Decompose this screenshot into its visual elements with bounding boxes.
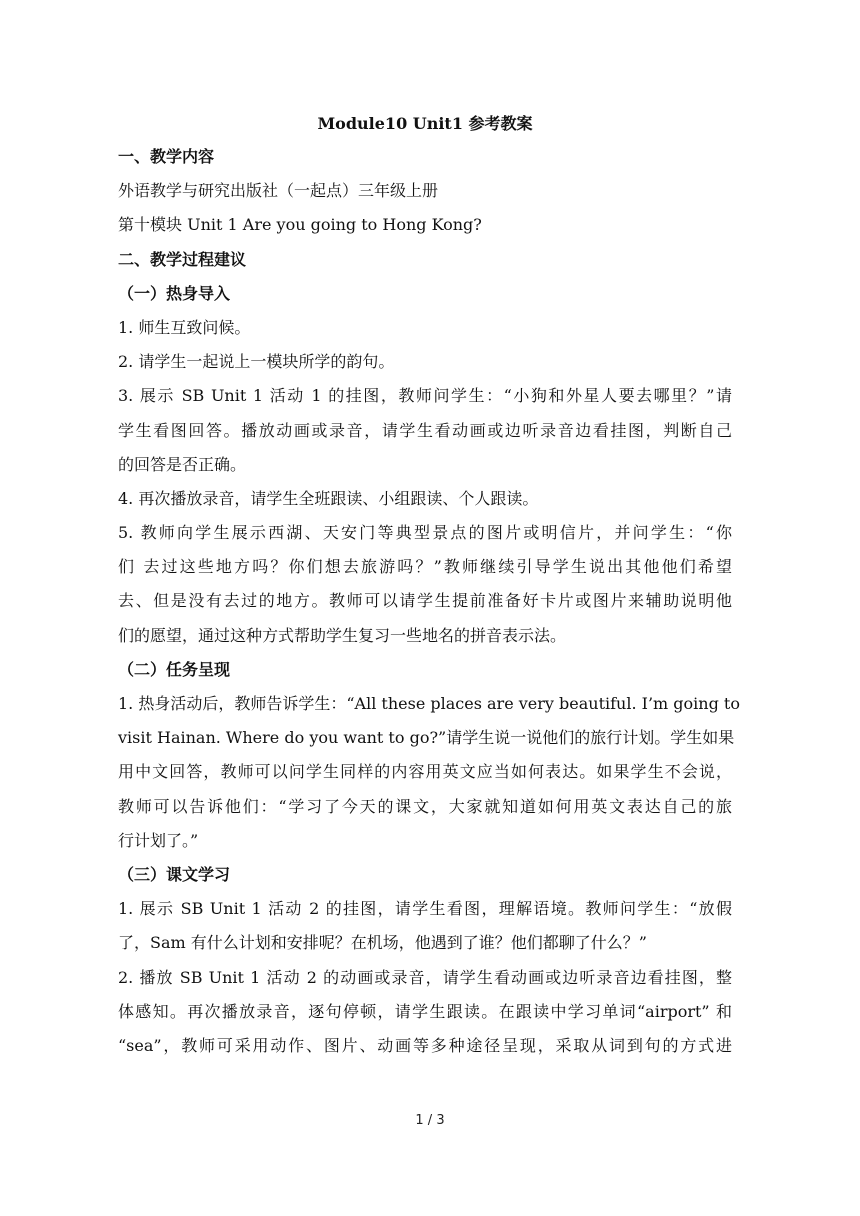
paragraph-line: 体感知。再次播放录音，逐句停顿，请学生跟读。在跟读中学习单词“airport” 和: [118, 1001, 732, 1021]
paragraph-line: 去、但是没有去过的地方。教师可以请学生提前准备好卡片或图片来辅助说明他: [118, 591, 732, 611]
paragraph-line: 的回答是否正确。: [118, 454, 247, 474]
document-title: Module10 Unit1 参考教案: [317, 114, 533, 133]
paragraph-line: 1. 展示 SB Unit 1 活动 2 的挂图，请学生看图，理解语境。教师问学生：“放假: [118, 899, 732, 919]
paragraph-line: 4. 再次播放录音，请学生全班跟读、小组跟读、个人跟读。: [118, 488, 539, 508]
paragraph-line: 用中文回答，教师可以问学生同样的内容用英文应当如何表达。如果学生不会说，: [118, 762, 732, 782]
section-heading: 一、教学内容: [118, 147, 215, 166]
paragraph-line: 教师可以告诉他们：“学习了今天的课文，大家就知道如何用英文表达自己的旅: [118, 796, 732, 816]
paragraph-line: 学生看图回答。播放动画或录音，请学生看动画或边听录音边看挂图，判断自己: [118, 420, 732, 440]
subsection-heading: （三）课文学习: [118, 864, 231, 884]
paragraph-line: 了，Sam 有什么计划和安排呢？在机场，他遇到了谁？他们都聊了什么？”: [118, 933, 647, 953]
paragraph-line: 们 去过这些地方吗？你们想去旅游吗？”教师继续引导学生说出其他他们希望: [118, 557, 732, 577]
subsection-heading: （一）热身导入: [118, 283, 231, 303]
paragraph-line: 们的愿望，通过这种方式帮助学生复习一些地名的拼音表示法。: [118, 625, 567, 645]
section-heading: 二、教学过程建议: [118, 249, 247, 269]
paragraph-line: 2. 请学生一起说上一模块所学的韵句。: [118, 352, 395, 372]
paragraph-line: 行计划了。”: [118, 830, 199, 850]
paragraph-line: 外语教学与研究出版社（一起点）三年级上册: [118, 181, 439, 201]
document-body: [118, 108, 740, 1063]
subsection-heading: （二）任务呈现: [118, 659, 231, 679]
paragraph-line: 2. 播放 SB Unit 1 活动 2 的动画或录音，请学生看动画或边听录音边看挂图，整: [118, 967, 732, 987]
paragraph-line: 3. 展示 SB Unit 1 活动 1 的挂图，教师问学生：“小狗和外星人要去哪里？”请: [118, 386, 732, 406]
paragraph-line: “sea”，教师可采用动作、图片、动画等多种途径呈现，采取从词到句的方式进: [118, 1035, 732, 1055]
paragraph-line: 第十模块 Unit 1 Are you going to Hong Kong?: [118, 215, 482, 235]
paragraph-line: 1. 热身活动后，教师告诉学生：“All these places are very beautiful. I’m going to: [118, 694, 740, 713]
paragraph-line: 5. 教师向学生展示西湖、天安门等典型景点的图片或明信片，并问学生：“你: [118, 523, 732, 543]
paragraph-line: 1. 师生互致问候。: [118, 317, 251, 337]
page-number: 1 / 3: [415, 1113, 445, 1128]
paragraph-line: visit Hainan. Where do you want to go?”请学生说一说他们的旅行计划。学生如果: [118, 728, 735, 748]
